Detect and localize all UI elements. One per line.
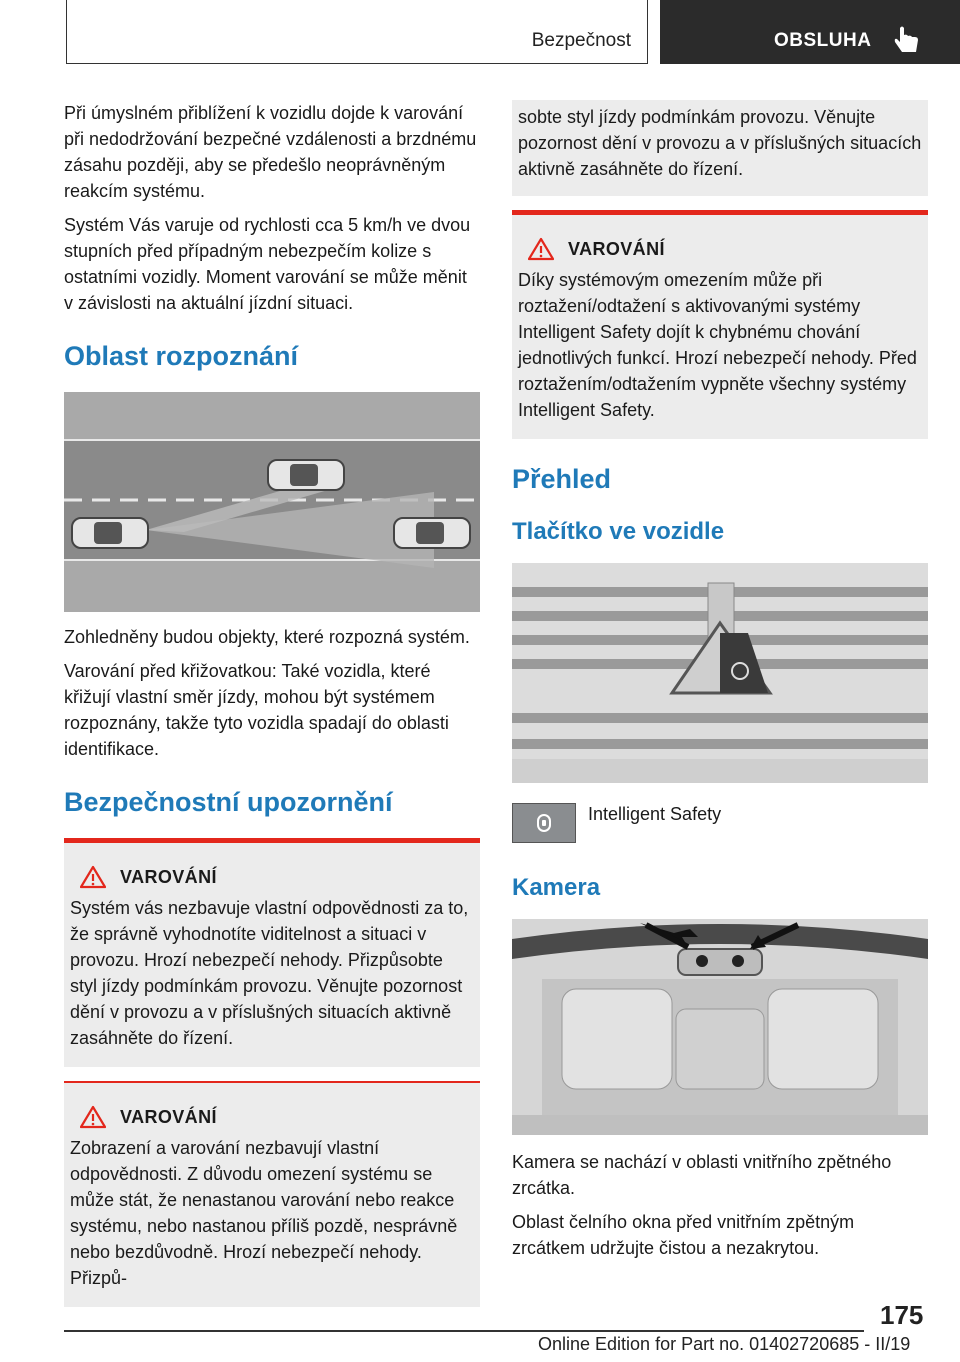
header-section-box xyxy=(66,0,648,64)
header-chapter-tab xyxy=(660,0,960,64)
camera-paragraph-2: Oblast čelního okna před vnitřním zpětným zrcátkem udržujte čistou a nezakrytou. xyxy=(512,1212,855,1258)
page-number: 175 xyxy=(880,1300,924,1330)
hand-pointer-icon xyxy=(892,24,922,56)
warning-box-2-continued xyxy=(512,100,928,196)
intro-paragraph-1: Při úmyslném přiblížení k vozidlu dojde k varování při nedodržování bezpečné vzdálenosti a brzdnému zásahu později, aby se předešlo neoprávněným reakcím systému. xyxy=(64,103,477,201)
camera-paragraph-1: Kamera se nachází v oblasti vnitřního zpětného zrcátka. xyxy=(512,1152,892,1198)
warning-label-3: VAROVÁNÍ xyxy=(568,238,665,259)
vehicle-button-illustration xyxy=(512,563,928,783)
intelligent-safety-icon xyxy=(534,813,554,833)
warning-label-2: VAROVÁNÍ xyxy=(120,1106,217,1127)
warning-triangle-icon xyxy=(80,865,106,889)
left-column xyxy=(64,100,480,1307)
intersection-warning-paragraph: Varování před křižovatkou: Také vozidla, které křižují vlastní směr jízdy, mohou být systémem rozpoznány, takže tyto vozidla spadají do oblasti identifikace. xyxy=(64,661,449,759)
car-adjacent-lane-icon xyxy=(268,460,344,490)
car-ahead-icon xyxy=(394,518,470,548)
warning-triangle-icon xyxy=(528,237,554,261)
warning-triangle-icon xyxy=(80,1105,106,1129)
warning-box-2 xyxy=(64,1081,480,1307)
page-header xyxy=(0,0,960,66)
warning-box-3 xyxy=(512,210,928,439)
right-column xyxy=(512,100,928,1269)
section-title-detection-area: Oblast rozpoznání xyxy=(64,341,299,371)
warning-text-2: Zobrazení a varování nezbavují vlastní odpovědnosti. Z důvodu omezení systému se může stát, že nenastanou varování nebo reakce systému, nebo nastanou příliš pozdě, nesprávně nebo bezdůvodně. Hrozí nebezpečí nehody. Přizpů- xyxy=(70,1138,458,1288)
header-section-title: Bezpečnost xyxy=(531,30,631,51)
detection-caption: Zohledněny budou objekty, které rozpozná systém. xyxy=(64,627,470,647)
intelligent-safety-button[interactable] xyxy=(512,803,576,843)
section-title-safety-notes: Bezpečnostní upozornění xyxy=(64,787,393,817)
footer-divider xyxy=(64,1330,864,1332)
detection-area-illustration xyxy=(64,392,480,612)
intelligent-safety-label: Intelligent Safety xyxy=(588,804,722,824)
car-own-icon xyxy=(72,518,148,548)
subsection-title-camera: Kamera xyxy=(512,874,601,901)
camera-location-illustration xyxy=(512,919,928,1135)
button-legend xyxy=(512,803,928,843)
subsection-title-button: Tlačítko ve vozidle xyxy=(512,518,725,545)
warning-text-3: Díky systémovým omezením může při roztažení/odtažení s aktivovanými systémy Intelligent Safety dojít k chybnému chování jednotlivých funkcí. Hrozí nebezpečí nehody. Před roztažením/odtažením vypněte všechny systémy Intelligent Safety. xyxy=(518,270,917,420)
warning-label-1: VAROVÁNÍ xyxy=(120,866,217,887)
warning-text-1: Systém vás nezbavuje vlastní odpovědnosti za to, že správně vyhodnotíte viditelnost a situaci v provozu. Hrozí nebezpečí nehody. Přizpůsobte styl jízdy podmínkám provozu. Věnujte pozornost dění v provozu a v příslušných situacích aktivně zasáhněte do řízení. xyxy=(70,898,469,1048)
footer-edition: Online Edition for Part no. 01402720685 - II/19 xyxy=(538,1334,911,1354)
warning-box-1 xyxy=(64,838,480,1067)
header-chapter-title: OBSLUHA xyxy=(774,30,872,51)
warning-text-2-continued: sobte styl jízdy podmínkám provozu. Věnujte pozornost dění v provozu a v příslušných situacích aktivně zasáhněte do řízení. xyxy=(518,107,922,179)
intro-paragraph-2: Systém Vás varuje od rychlosti cca 5 km/h ve dvou stupních před případným nebezpečím kolize s ostatními vozidly. Moment varování se může měnit v závislosti na aktuální jízdní situaci. xyxy=(64,215,471,313)
section-title-overview: Přehled xyxy=(512,464,612,494)
